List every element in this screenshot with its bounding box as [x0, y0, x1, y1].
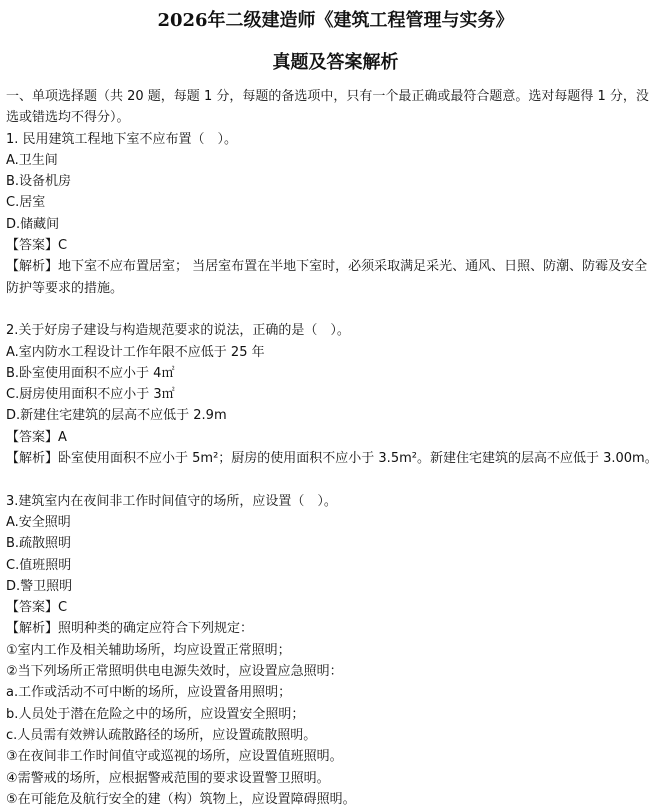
option-c: C.居室 — [6, 195, 46, 211]
spacer — [6, 299, 659, 320]
question-3 — [6, 491, 659, 810]
explanation: 【解析】照明种类的确定应符合下列规定： — [6, 621, 254, 637]
explanation-item: ⑤在可能危及航行安全的建（构）筑物上，应设置障碍照明。 — [6, 791, 356, 807]
spacer — [6, 469, 659, 490]
option-b: B.卧室使用面积不应小于 4㎡ — [6, 365, 175, 381]
document-subtitle: 真题及答案解析 — [272, 52, 399, 73]
explanation-item: ①室内工作及相关辅助场所，均应设置正常照明； — [6, 642, 291, 658]
option-a: A.安全照明 — [6, 514, 71, 530]
question-stem: 2.关于好房子建设与构造规范要求的说法，正确的是（ ）。 — [6, 323, 350, 339]
answer: 【答案】A — [6, 429, 67, 445]
answer: 【答案】C — [6, 600, 68, 616]
answer: 【答案】C — [6, 238, 68, 254]
explanation-item: a.工作或活动不可中断的场所，应设置备用照明； — [6, 685, 292, 701]
option-a: A.卫生间 — [6, 152, 58, 168]
question-1 — [6, 129, 659, 299]
explanation-item: c.人员需有效辨认疏散路径的场所，应设置疏散照明。 — [6, 727, 317, 743]
option-c: C.厨房使用面积不应小于 3㎡ — [6, 387, 175, 403]
explanation-item: ③在夜间非工作时间值守或巡视的场所，应设置值班照明。 — [6, 749, 343, 765]
explanation: 【解析】地下室不应布置居室； 当居室布置在半地下室时，必须采取满足采光、通风、日照、防潮、防霉及安全防护等要求的措施。 — [6, 259, 648, 296]
question-stem: 3.建筑室内在夜间非工作时间值守的场所，应设置（ ）。 — [6, 493, 337, 509]
document-title: 2026年二级建造师《建筑工程管理与实务》 — [157, 10, 514, 31]
explanation-item: ④需警戒的场所，应根据警戒范围的要求设置警卫照明。 — [6, 770, 330, 786]
explanation: 【解析】卧室使用面积不应小于 5m²；厨房的使用面积不应小于 3.5m²。新建住宅建筑的层高不应低于 3.00m。 — [6, 451, 658, 467]
option-b: B.设备机房 — [6, 174, 72, 190]
option-a: A.室内防水工程设计工作年限不应低于 25 年 — [6, 344, 265, 360]
option-d: D.警卫照明 — [6, 578, 73, 594]
option-b: B.疏散照明 — [6, 536, 72, 552]
option-c: C.值班照明 — [6, 557, 72, 573]
question-stem: 1. 民用建筑工程地下室不应布置（ ）。 — [6, 131, 238, 147]
explanation-item: b.人员处于潜在危险之中的场所，应设置安全照明； — [6, 706, 305, 722]
document-body — [6, 86, 659, 810]
section-intro: 一、单项选择题（共 20 题，每题 1 分，每题的备选项中，只有一个最正确或最符合题意。选对每题得 1 分，没选或错选均不得分）。 — [6, 89, 649, 126]
option-d: D.新建住宅建筑的层高不应低于 2.9m — [6, 408, 227, 424]
question-2 — [6, 320, 659, 469]
explanation-item: ②当下列场所正常照明供电电源失效时，应设置应急照明： — [6, 664, 343, 680]
option-d: D.储藏间 — [6, 216, 60, 232]
